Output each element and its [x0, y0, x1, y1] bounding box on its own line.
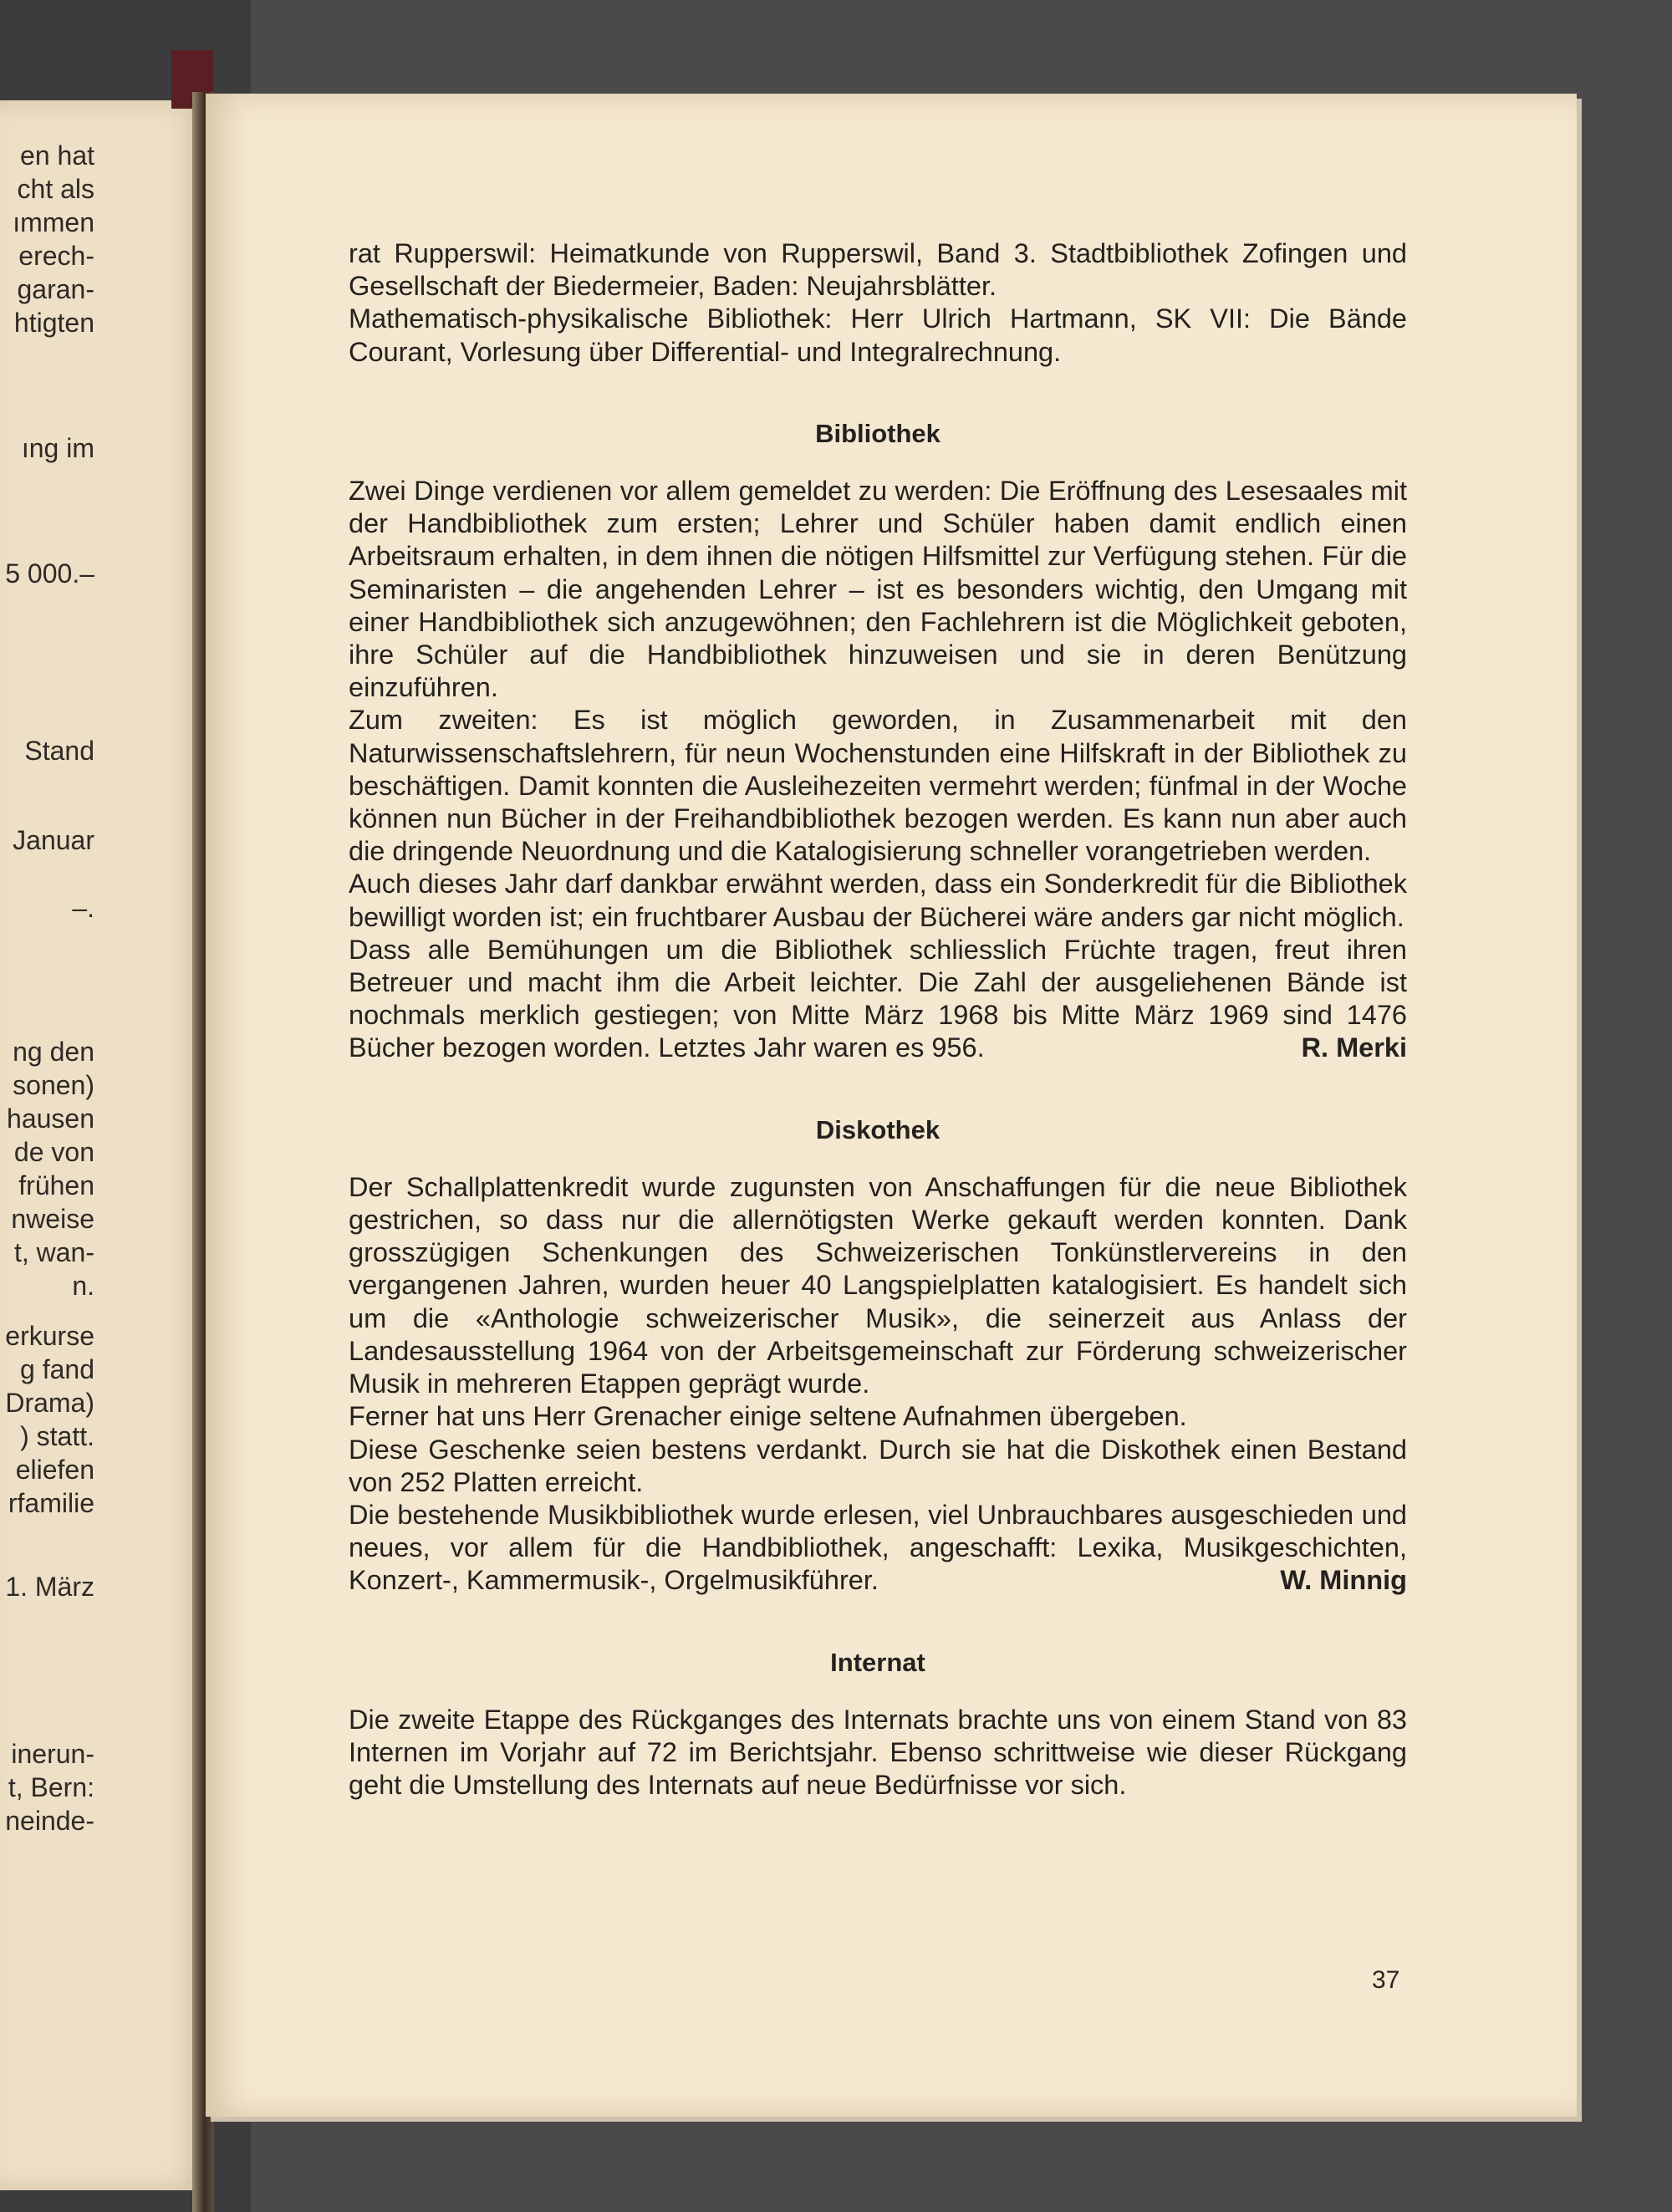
previous-page-fragment: –.: [72, 893, 94, 923]
previous-page-fragment: de von: [13, 1137, 94, 1167]
previous-page-fragment: Januar: [13, 825, 94, 855]
previous-page-fragment: sonen): [13, 1070, 94, 1100]
page-37: [206, 94, 1577, 2117]
diskothek-paragraph-4: [349, 1499, 1407, 1598]
diskothek-paragraph-2: Ferner hat uns Herr Grenacher einige seltene Aufnahmen übergeben.: [349, 1401, 1187, 1432]
previous-page-fragment: Stand: [24, 736, 94, 766]
previous-page-fragment: eliefen: [15, 1455, 94, 1485]
intro-line-1: rat Rupperswil: Heimatkunde von Rupperswil, Band 3. Stadtbibliothek Zofingen und Gesellschaft der Biedermeier, Baden: Neujahrsblätter.: [349, 238, 1407, 302]
heading-internat: Internat: [830, 1647, 925, 1677]
previous-page-fragment: erech-: [18, 241, 94, 271]
previous-page-fragment: en hat: [20, 140, 94, 171]
bibliothek-paragraph-4-text: Dass alle Bemühungen um die Bibliothek schliesslich Früchte tragen, freut ihren Betreuer und macht ihm die Arbeit leichter. Die Zahl der ausgeliehenen Bände ist nochmals merklich gestiegen; von Mitte März 1968 bis Mitte März 1969 sind 1476 Bücher bezogen worden. Letztes Jahr waren es 956.: [349, 934, 1407, 1063]
previous-page-edge: [0, 100, 205, 2190]
previous-page-fragment: erkurse: [5, 1321, 94, 1351]
previous-page-fragment: 1. März: [5, 1572, 94, 1602]
previous-page-fragment: inerun-: [11, 1739, 94, 1769]
bibliothek-paragraph-2: Zum zweiten: Es ist möglich geworden, in Zusammenarbeit mit den Naturwissenschaftslehrern, für neun Wochenstunden eine Hilfskraft in der Bibliothek zu beschäftigen. Damit konnten die Ausleihezeiten vermehrt werden; fünfmal in der Woche können nun Bücher in der Freihandbibliothek bezogen werden. Es kann nun aber auch die dringende Neuordnung und die Katalogisierung schneller vorangetrieben werden.: [349, 705, 1407, 867]
previous-page-fragment: cht als: [17, 174, 94, 204]
previous-page-fragment: htigten: [13, 308, 94, 338]
previous-page-fragment: hausen: [7, 1103, 94, 1134]
previous-page-fragment: Drama): [5, 1388, 94, 1418]
previous-page-fragment: t, Bern:: [8, 1772, 94, 1802]
heading-diskothek: Diskothek: [815, 1114, 940, 1144]
previous-page-fragment: ) statt.: [20, 1421, 94, 1451]
bibliothek-paragraph-1: Zwei Dinge verdienen vor allem gemeldet zu werden: Die Eröffnung des Lesesaales mit der Handbibliothek zum ersten; Lehrer und Schüler haben damit endlich einen Arbeitsraum erhalten, in dem ihnen die nötigen Hilfsmittel zur Verfügung stehen. Für die Seminaristen – die angehenden Lehrer – ist es besonders wichtig, den Umgang mit einer Handbibliothek sich anzugewöhnen; den Fachlehrern ist die Möglichkeit geboten, ihre Schüler auf die Handbibliothek hinzuweisen und sie in deren Benützung einzuführen.: [349, 476, 1407, 703]
previous-page-fragment: frühen: [18, 1170, 94, 1200]
previous-page-text-fragments: [0, 100, 205, 2190]
previous-page-fragment: garan-: [17, 274, 94, 304]
previous-page-fragment: nweise: [11, 1204, 94, 1234]
page-number: 37: [1372, 1966, 1400, 1994]
previous-page-fragment: ımmen: [13, 207, 94, 237]
diskothek-paragraph-4-text: Die bestehende Musikbibliothek wurde erlesen, viel Unbrauchbares ausgeschieden und neues, vor allem für die Handbibliothek, angeschafft: Lexika, Musikgeschichten, Konzert-, Kammermusik-, Orgelmusikführer.: [349, 1499, 1407, 1596]
signature-merki: R. Merki: [1301, 1032, 1407, 1063]
heading-bibliothek: Bibliothek: [815, 418, 940, 448]
signature-minnig: W. Minnig: [1280, 1565, 1407, 1596]
diskothek-paragraph-1: Der Schallplattenkredit wurde zugunsten von Anschaffungen für die neue Bibliothek gestrichen, so dass nur die allernötigsten Werke gekauft werden konnten. Dank grosszügigen Schenkungen des Schweizerischen Tonkünstlervereins in den vergangenen Jahren, wurden heuer 40 Langspielplatten katalogisiert. Es handelt sich um die «Anthologie schweizerischer Musik», die seinerzeit aus Anlass der Landesausstellung 1964 von der Arbeitsgemeinschaft zur Förderung schweizerischer Musik in mehreren Etappen geprägt wurde.: [349, 1171, 1407, 1399]
bibliothek-paragraph-4: [349, 934, 1407, 1065]
previous-page-fragment: rfamilie: [8, 1488, 94, 1518]
previous-page-fragment: t, wan-: [13, 1237, 94, 1267]
internat-paragraph-1: Die zweite Etappe des Rückganges des Internats brachte uns von einem Stand von 83 Internen im Vorjahr auf 72 im Berichtsjahr. Ebenso schrittweise wie dieser Rückgang geht die Umstellung des Internats auf neue Bedürfnisse vor sich.: [349, 1704, 1407, 1801]
intro-line-2: Mathematisch-physikalische Bibliothek: Herr Ulrich Hartmann, SK VII: Die Bände Courant, Vorlesung über Differential- und Integralrechnung.: [349, 303, 1407, 367]
previous-page-fragment: ng den: [13, 1037, 94, 1067]
previous-page-fragment: neinde-: [5, 1806, 94, 1836]
previous-page-fragment: g fand: [20, 1354, 94, 1384]
diskothek-paragraph-3: Diese Geschenke seien bestens verdankt. Durch sie hat die Diskothek einen Bestand von 252 Platten erreicht.: [349, 1434, 1407, 1497]
previous-page-fragment: n.: [72, 1271, 94, 1301]
page-content: [349, 237, 1407, 1802]
previous-page-fragment: 5 000.–: [5, 558, 94, 589]
bibliothek-paragraph-3: Auch dieses Jahr darf dankbar erwähnt werden, dass ein Sonderkredit für die Bibliothek bewilligt worden ist; ein fruchtbarer Ausbau der Bücherei wäre anders gar nicht möglich.: [349, 869, 1407, 932]
previous-page-fragment: ıng im: [21, 433, 94, 463]
